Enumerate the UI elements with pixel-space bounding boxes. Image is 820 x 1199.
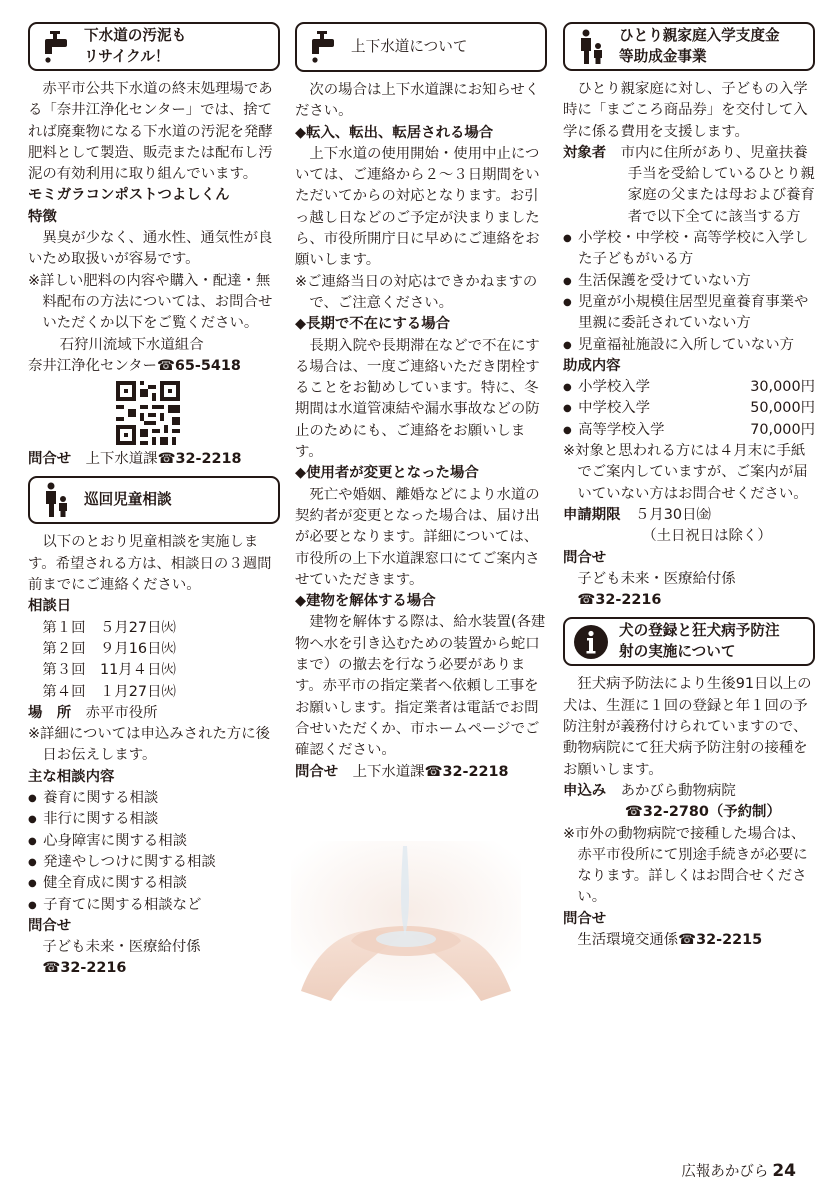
date-row: 第４回 １月27日㈫ xyxy=(42,683,176,700)
case-note: ※ご連絡当日の対応はできかねますので、ご注意ください。 xyxy=(295,273,538,311)
content-label: 主な相談内容 xyxy=(28,768,115,785)
sludge-body: 赤平市公共下水道の終末処理場である「奈井江浄化センター」では、捨てれば廃棄物になる下水道の汚泥を発酵肥料として製造、販売または配布し汚泥の有効利用に取り組んでいます。 xyxy=(28,81,273,183)
sludge-contact: 問合せ 上下水道課☎32-2218 xyxy=(28,451,242,468)
case-text: 死亡や婚姻、離婚などにより水道の契約者が変更となった場合は、届け出が必要となります。詳細については、市役所の上下水道課窓口にてご案内させていただきます。 xyxy=(295,486,540,588)
list-item: ● 小学校・中学校・高等学校に入学した子どもがいる方 xyxy=(563,228,815,271)
page-number: 24 xyxy=(772,1161,796,1181)
contact-row: 生活環境交通係☎32-2215 xyxy=(577,931,763,948)
list-item: ● 子育てに関する相談など xyxy=(28,895,280,916)
org-name: 石狩川流域下水道組合 xyxy=(59,336,204,353)
qr-code[interactable] xyxy=(116,381,180,445)
page-footer xyxy=(681,1160,796,1181)
deadline-row: 申請期限 ５月30日㈮ xyxy=(563,506,711,523)
dates-label: 相談日 xyxy=(28,598,72,615)
aid-row: ● 高等学校入学 70,000円 xyxy=(563,420,815,441)
sewage-sludge-header xyxy=(28,22,280,71)
child-consult-header xyxy=(28,476,280,524)
list-item: ● 生活保護を受けていない方 xyxy=(563,271,815,292)
sludge-note: ※詳しい肥料の内容や購入・配達・無料配布の方法については、お問合せいただくか以下をご覧ください。 xyxy=(28,272,273,332)
list-item: ● 非行に関する相談 xyxy=(28,809,280,830)
case-text: 長期入院や長期滞在などで不在にする場合は、一度ご連絡いただき閉栓することをお勧めしています。特に、冬期間は水道管凍結や漏水事故などの防止のためにも、ご連絡をお願いします。 xyxy=(295,337,540,461)
section-title: 下水道の汚泥も リサイクル！ xyxy=(84,27,187,65)
consult-note: ※詳細については申込みされた方に後日お伝えします。 xyxy=(28,726,271,764)
product-name: モミガラコンポストつよしくん xyxy=(28,187,230,204)
list-item: ● 心身障害に関する相談 xyxy=(28,831,280,852)
org-contact: 奈井江浄化センター☎65-5418 xyxy=(28,357,241,374)
section-title: 巡回児童相談 xyxy=(84,491,172,509)
contact-text: 子ども未来・医療給付係 xyxy=(42,939,201,956)
case-heading: ◆建物を解体する場合 xyxy=(295,593,436,610)
list-item: ● 発達やしつけに関する相談 xyxy=(28,852,280,873)
list-item: ● 児童が小規模住居型児童養育事業や里親に委託されていない方 xyxy=(563,292,815,335)
contact-label: 問合せ xyxy=(28,917,72,934)
contact-tel: ☎32-2216 xyxy=(577,592,662,609)
water-header xyxy=(295,22,547,72)
consult-dates xyxy=(28,618,280,703)
case-text: 上下水道の使用開始・使用中止については、ご連絡から２～３日期間をいただいてからの対応となります。お引っ越し日などのご予定が決まりましたら、市役所開庁日に早めにご連絡をお願いします。 xyxy=(295,145,540,269)
column-3 xyxy=(563,22,815,951)
list-item: ● 児童福祉施設に入所していない方 xyxy=(563,335,815,356)
list-item: ● 健全育成に関する相談 xyxy=(28,873,280,894)
parent-child-icon xyxy=(571,27,611,67)
case-heading: ◆使用者が変更となった場合 xyxy=(295,465,479,482)
consult-body: 以下のとおり児童相談を実施します。希望される方は、相談日の３週間前までにご連絡ください。 xyxy=(28,534,272,594)
date-row: 第３回 11月４日㈫ xyxy=(42,662,176,679)
aid-row: ● 中学校入学 50,000円 xyxy=(563,398,815,419)
case-heading: ◆転入、転出、転居される場合 xyxy=(295,124,494,141)
place-row: 場 所 赤平市役所 xyxy=(28,704,158,721)
section-title: 上下水道について xyxy=(351,37,468,55)
column-2 xyxy=(295,22,547,1001)
parent-child-icon xyxy=(36,480,76,520)
water-contact: 問合せ 上下水道課☎32-2218 xyxy=(295,763,509,780)
rabies-body: 狂犬病予防法により生後91日以上の犬は、生涯に１回の登録と年１回の予防注射が義務付けられていますので、動物病院にて狂犬病予防注射の接種をお願いします。 xyxy=(563,676,812,778)
rabies-header xyxy=(563,617,815,666)
deadline-note: （土日祝日は除く） xyxy=(642,528,772,545)
apply-row: 申込み あかびら動物病院 xyxy=(563,782,736,799)
water-intro: 次の場合は上下水道課にお知らせください。 xyxy=(295,82,540,120)
support-body: ひとり親家庭に対し、子どもの入学時に「まごころ商品券」を交付して入学に係る費用を支援します。 xyxy=(563,81,808,140)
rabies-note: ※市外の動物病院で接種した場合は、赤平市役所にて別途手続きが必要になります。詳しくはお問合せください。 xyxy=(563,825,808,906)
aid-note: ※対象と思われる方には４月末に手紙でご案内していますが、ご案内が届いていない方はお問合せください。 xyxy=(563,443,808,502)
column-1 xyxy=(28,22,280,980)
faucet-icon xyxy=(303,27,343,67)
contact-label: 問合せ xyxy=(563,549,607,566)
publication-name: 広報あかびら xyxy=(681,1164,769,1180)
section-title: ひとり親家庭入学支度金 等助成金事業 xyxy=(619,27,780,65)
contact-label: 問合せ xyxy=(563,910,607,927)
case-heading: ◆長期で不在にする場合 xyxy=(295,316,450,333)
water-hands-photo xyxy=(291,841,521,1001)
target-row: 対象者 市内に住所があり、児童扶養手当を受給しているひとり親家庭の父または母および養育者で以下全てに該当する方 xyxy=(563,144,815,225)
contact-text: 子ども未来・医療給付係 xyxy=(577,570,736,587)
apply-tel: ☎32-2780（予約制） xyxy=(624,804,781,821)
case-text: 建物を解体する際は、給水装置(各建物へ水を引き込むための装置から蛇口まで）の撤去を行なう必要があります。赤平市の指定業者へ依頼し工事をお願いします。指定業者は電話でお問合せいただくか、市ホームページでご確認ください。 xyxy=(295,614,546,759)
info-icon xyxy=(571,622,611,662)
list-item: ● 養育に関する相談 xyxy=(28,788,280,809)
date-row: 第２回 ９月16日㈫ xyxy=(42,640,176,657)
contact-tel: ☎32-2216 xyxy=(42,960,127,977)
feature-label: 特徴 xyxy=(28,208,57,225)
aid-label: 助成内容 xyxy=(563,357,621,374)
date-row: 第１回 ５月27日㈫ xyxy=(42,619,176,636)
aid-row: ● 小学校入学 30,000円 xyxy=(563,377,815,398)
faucet-icon xyxy=(36,27,76,67)
section-title: 犬の登録と狂犬病予防注 射の実施について xyxy=(619,622,780,660)
single-parent-header xyxy=(563,22,815,71)
feature-text: 異臭が少なく、通水性、通気性が良いため取扱いが容易です。 xyxy=(28,230,273,268)
